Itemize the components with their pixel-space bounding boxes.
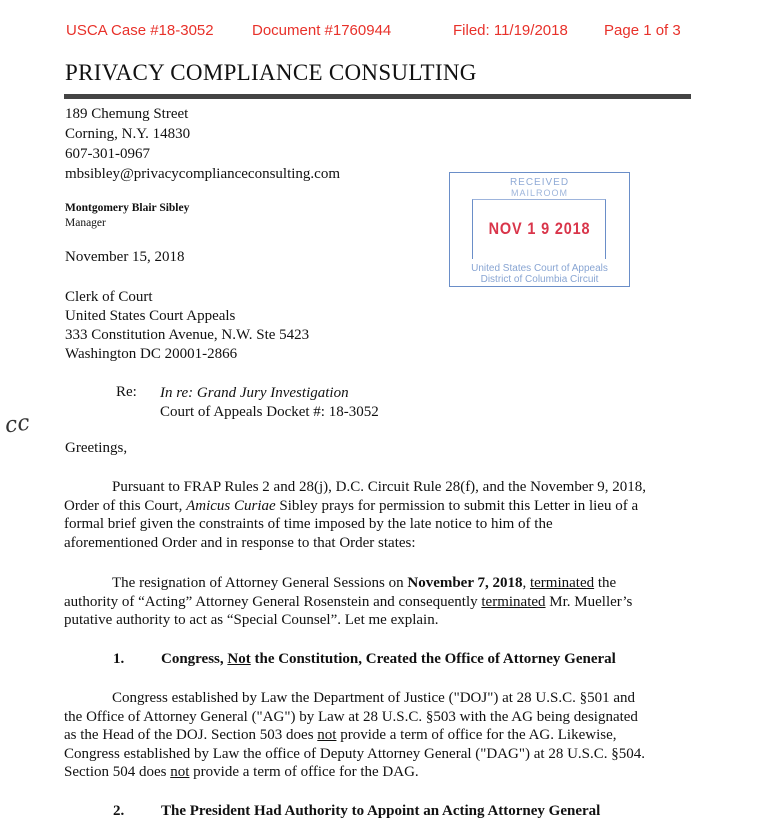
stamp-court-line2: District of Columbia Circuit <box>480 274 599 285</box>
text-run: provide a term of office for the DAG. <box>189 764 419 780</box>
recipient-line: Washington DC 20001-2866 <box>65 346 238 362</box>
paragraph-2 <box>64 574 692 630</box>
greeting: Greetings, <box>65 440 128 456</box>
text-run: The resignation of Attorney General Sessions on <box>112 575 408 591</box>
section-2-heading <box>113 803 600 820</box>
sender-name: Montgomery Blair Sibley <box>65 202 190 214</box>
filed-date: Filed: 11/19/2018 <box>453 22 568 39</box>
paragraph-line: Congress established by Law the Department of Justice ("DOJ") at 28 U.S.C. §501 and <box>112 690 635 706</box>
stamp-court-line1: United States Court of Appeals <box>471 263 608 274</box>
section-number: 2. <box>113 803 125 819</box>
paragraph-line: Congress established by Law the office of Deputy Attorney General ("DAG") at 28 U.S.C. §504. <box>64 745 646 762</box>
text-run: provide a term of office for the AG. Likewise, <box>336 727 617 743</box>
stamp-received: RECEIVED <box>509 177 570 188</box>
paragraph-line <box>64 593 692 612</box>
letterhead-rule <box>64 94 691 99</box>
paragraph-line: putative authority to act as “Special Counsel”. Let me explain. <box>64 612 439 628</box>
section-title-underlined: Not <box>227 651 251 667</box>
page-number: Page 1 of 3 <box>604 22 681 39</box>
section-title-run: Congress, <box>161 651 228 667</box>
section-number: 1. <box>113 651 125 667</box>
recipient-line: United States Court Appeals <box>65 308 236 324</box>
text-run: authority of “Acting” Attorney General Rosenstein and consequently <box>64 593 482 610</box>
section-title-run: The President Had Authority to Appoint an Acting Attorney General <box>161 803 601 819</box>
amicus-curiae-italic: Amicus Curiae <box>186 497 276 514</box>
letterhead-address <box>65 104 340 184</box>
text-run: , <box>522 575 530 591</box>
text-run: the <box>594 575 617 591</box>
sender-block <box>65 201 189 231</box>
underlined-word: terminated <box>529 575 595 591</box>
filing-header <box>0 20 765 44</box>
paragraph-line <box>64 497 692 516</box>
address-street: 189 Chemung Street <box>65 106 189 122</box>
text-run: Section 504 does <box>64 764 171 780</box>
paragraph-line <box>64 574 692 593</box>
received-stamp <box>449 172 630 287</box>
address-email: mbsibley@privacycomplianceconsulting.com <box>65 166 340 182</box>
underlined-word: not <box>317 727 337 743</box>
letter-date: November 15, 2018 <box>65 249 185 265</box>
re-docket: Court of Appeals Docket #: 18-3052 <box>160 404 379 420</box>
paragraph-line: formal brief given the constraints of time imposed by the late notice to him of the <box>64 516 553 532</box>
text-run: Sibley prays for permission to submit this Letter in lieu of a <box>275 497 639 514</box>
recipient-line: 333 Constitution Avenue, N.W. Ste 5423 <box>65 327 310 343</box>
paragraph-line <box>64 726 692 745</box>
paragraph-line: the Office of Attorney General ("AG") by Law at 28 U.S.C. §503 with the AG being designated <box>64 708 638 725</box>
stamp-court <box>450 263 629 285</box>
re-case-name: In re: Grand Jury Investigation <box>160 385 349 401</box>
document-number: Document #1760944 <box>252 22 392 39</box>
stamp-mailroom: MAILROOM <box>510 188 568 198</box>
firm-name: PRIVACY COMPLIANCE CONSULTING <box>65 60 477 85</box>
paragraph-1 <box>64 478 692 552</box>
handwritten-cc: cc <box>3 410 32 439</box>
text-run: Mr. Mueller’s <box>545 593 633 610</box>
text-run: Order of this Court, <box>64 497 187 514</box>
underlined-word: not <box>170 764 190 780</box>
underlined-word: terminated <box>481 593 546 610</box>
paragraph-line <box>64 763 692 782</box>
text-run: as the Head of the DOJ. Section 503 does <box>64 727 318 743</box>
address-city: Corning, N.Y. 14830 <box>65 126 191 142</box>
stamp-date: NOV 1 9 2018 <box>488 219 591 238</box>
sender-title: Manager <box>65 217 106 229</box>
re-label: Re: <box>116 384 137 400</box>
section-1-heading <box>113 651 616 668</box>
paragraph-line: aforementioned Order and in response to that Order states: <box>64 534 416 551</box>
re-block <box>160 384 379 422</box>
paragraph-3 <box>64 689 692 782</box>
address-phone: 607-301-0967 <box>65 146 150 162</box>
case-number: USCA Case #18-3052 <box>66 22 214 39</box>
paragraph-line: Pursuant to FRAP Rules 2 and 28(j), D.C. Circuit Rule 28(f), and the November 9, 2018, <box>112 479 646 495</box>
recipient-line: Clerk of Court <box>65 289 153 305</box>
section-title-run: the Constitution, Created the Office of Attorney General <box>250 651 616 667</box>
bold-date: November 7, 2018 <box>407 575 523 591</box>
recipient-block <box>65 288 309 364</box>
